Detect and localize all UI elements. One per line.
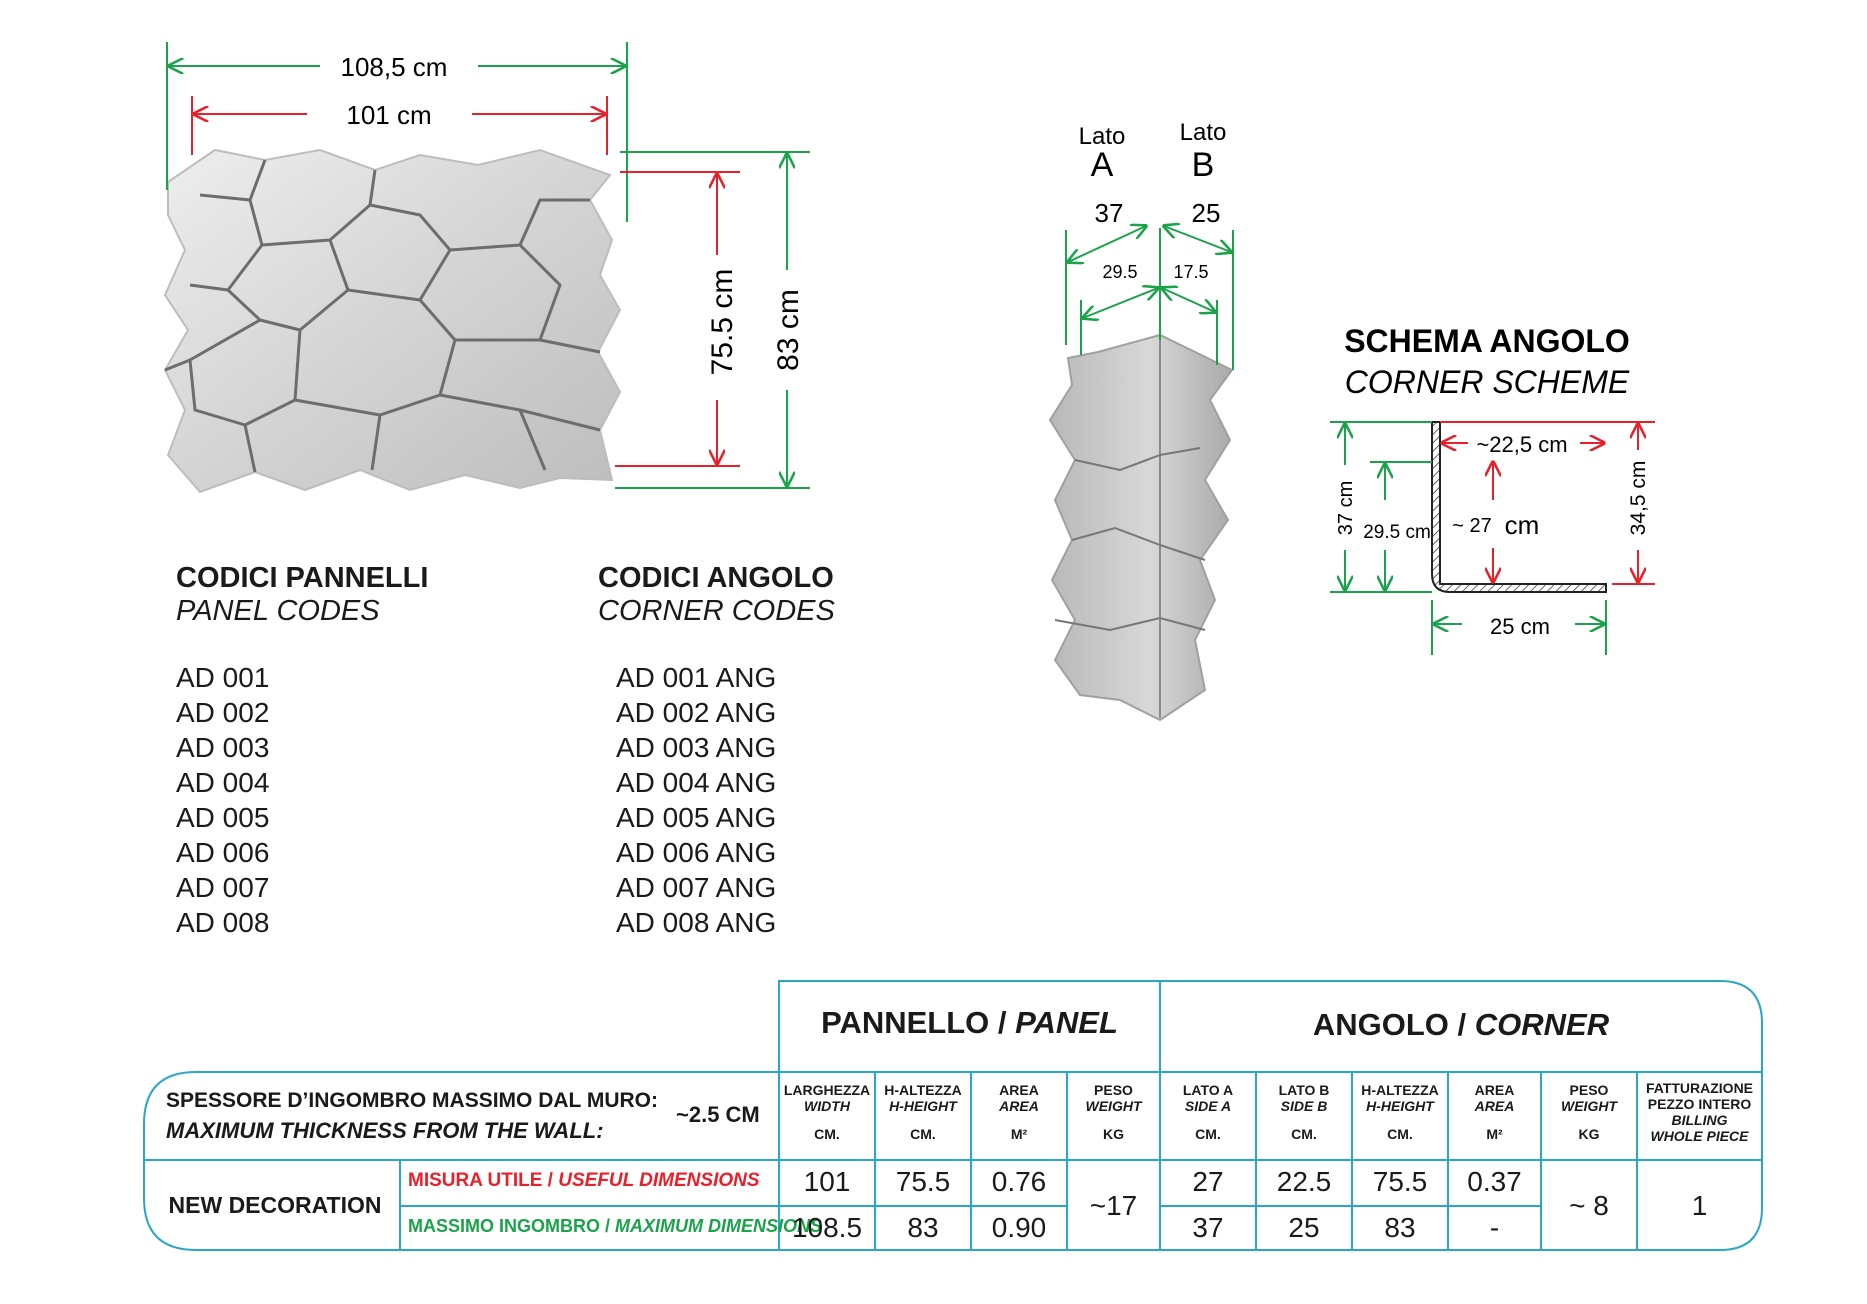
scheme-right-dim: 34,5 cm — [1627, 460, 1650, 536]
col-header-weight — [1067, 1082, 1160, 1142]
col-header-l1: LATO A — [1182, 1082, 1234, 1098]
corner-table-header — [1160, 1007, 1762, 1043]
max-area-value: 0.90 — [991, 1212, 1047, 1243]
max-side-b-value: 25 — [1288, 1212, 1320, 1243]
max-corner-height-value: 83 — [1384, 1212, 1416, 1243]
useful-corner-area-value: 0.37 — [1467, 1166, 1522, 1197]
useful-corner-height-value: 75.5 — [1372, 1166, 1428, 1197]
side-a-useful: 29.5 — [1102, 262, 1138, 282]
panel-header-text: PANNELLO / — [821, 1005, 1016, 1040]
useful-side-b-value: 22.5 — [1276, 1166, 1332, 1197]
stone-panel-image — [165, 150, 620, 492]
panel-code: AD 005 — [176, 802, 270, 833]
corner-code: AD 007 ANG — [616, 872, 777, 903]
col-header-l1: PESO — [1094, 1082, 1133, 1098]
col-header-unit: CM. — [1291, 1126, 1317, 1142]
corner-piece-image — [1050, 335, 1232, 720]
col-header-l1: H-ALTEZZA — [884, 1082, 962, 1098]
useful-label-it: MISURA UTILE — [408, 1170, 543, 1191]
corner-code: AD 004 ANG — [616, 767, 777, 798]
scheme-middle-unit: cm — [1504, 510, 1540, 540]
col-header-l1: LARGHEZZA — [783, 1082, 871, 1098]
corner-codes-title: CODICI ANGOLO — [598, 562, 834, 594]
col-header-l2: SIDE A — [1184, 1098, 1232, 1114]
col-header-side-a — [1160, 1082, 1256, 1142]
col-header-l2: AREA — [999, 1098, 1039, 1114]
col-header-l2: AREA — [1474, 1098, 1515, 1114]
corner-code: AD 006 ANG — [616, 837, 777, 868]
col-header-l1: AREA — [999, 1082, 1039, 1098]
col-header-l1: AREA — [1474, 1082, 1515, 1098]
col-header-area — [971, 1082, 1067, 1142]
panel-code: AD 008 — [176, 907, 270, 938]
panel-header-italic: PANEL — [1015, 1005, 1118, 1040]
corner-weight-value: ~ 8 — [1569, 1190, 1609, 1221]
corner-codes-subtitle: CORNER CODES — [598, 595, 835, 627]
col-header-l2: WEIGHT — [1085, 1098, 1142, 1114]
max-side-a-value: 37 — [1192, 1212, 1224, 1243]
max-corner-area-value: - — [1489, 1212, 1500, 1243]
col-header-l1b: PEZZO INTERO — [1647, 1096, 1752, 1112]
billing-value: 1 — [1691, 1190, 1708, 1221]
panel-code: AD 007 — [176, 872, 270, 903]
col-header-l1: FATTURAZIONE — [1645, 1080, 1754, 1096]
corner-header-italic: CORNER — [1474, 1007, 1610, 1042]
col-header-height — [875, 1082, 971, 1142]
col-header-l1: H-ALTEZZA — [1361, 1082, 1439, 1098]
panel-total-height: 83 cm — [772, 289, 805, 371]
scheme-subtitle: CORNER SCHEME — [1344, 364, 1630, 400]
corner-header-text: ANGOLO / — [1312, 1007, 1475, 1042]
col-header-unit: CM. — [1195, 1126, 1221, 1142]
col-header-corner-area — [1448, 1082, 1541, 1142]
useful-side-a-value: 27 — [1192, 1166, 1224, 1197]
product-name: NEW DECORATION — [168, 1192, 382, 1218]
side-a-letter: A — [1090, 146, 1114, 184]
panel-codes-subtitle: PANEL CODES — [176, 595, 380, 627]
panel-codes-list — [176, 660, 269, 940]
col-header-l2: H-HEIGHT — [1366, 1098, 1434, 1114]
col-header-l2b: WHOLE PIECE — [1650, 1128, 1749, 1144]
col-header-unit: M² — [1010, 1126, 1028, 1142]
col-header-width — [779, 1082, 875, 1142]
panel-useful-width: 101 cm — [346, 100, 432, 130]
corner-code: AD 001 ANG — [616, 662, 777, 693]
col-header-unit: KG — [1103, 1126, 1124, 1142]
col-header-corner-weight — [1541, 1082, 1637, 1142]
col-header-unit: M² — [1486, 1126, 1503, 1142]
side-b-letter: B — [1191, 146, 1215, 184]
max-label-en: MAXIMUM DIMENSIONS — [615, 1216, 823, 1236]
corner-code: AD 008 ANG — [616, 907, 777, 938]
side-b-useful: 17.5 — [1173, 262, 1209, 282]
col-header-corner-height — [1352, 1082, 1448, 1142]
max-height-value: 83 — [907, 1212, 939, 1243]
col-header-l2: BILLING — [1671, 1112, 1728, 1128]
max-dimensions-label: MASSIMO INGOMBRO / MAXIMUM DIMENSIONS — [408, 1216, 823, 1236]
max-width-value: 108.5 — [791, 1212, 863, 1243]
panel-codes-title: CODICI PANNELLI — [176, 562, 429, 594]
col-header-unit: KG — [1578, 1126, 1600, 1142]
col-header-side-b — [1256, 1082, 1352, 1142]
useful-height-value: 75.5 — [895, 1166, 951, 1197]
panel-code: AD 004 — [176, 767, 270, 798]
panel-code: AD 002 — [176, 697, 270, 728]
col-header-l1: LATO B — [1278, 1082, 1330, 1098]
col-header-l2: SIDE B — [1280, 1098, 1328, 1114]
side-a-label: Lato — [1078, 123, 1126, 150]
corner-code: AD 003 ANG — [616, 732, 777, 763]
col-header-l2: H-HEIGHT — [889, 1098, 957, 1114]
col-header-unit: CM. — [814, 1126, 840, 1142]
scheme-middle-dim: ~ 27 — [1452, 515, 1492, 537]
corner-code: AD 002 ANG — [616, 697, 777, 728]
col-header-unit: CM. — [910, 1126, 936, 1142]
col-header-l2: WIDTH — [804, 1098, 850, 1114]
panel-code: AD 001 — [176, 662, 270, 693]
useful-dimensions-label: MISURA UTILE / USEFUL DIMENSIONS — [408, 1170, 760, 1191]
panel-weight-value: ~17 — [1089, 1190, 1138, 1221]
panel-code: AD 003 — [176, 732, 270, 763]
scheme-title: SCHEMA ANGOLO — [1344, 323, 1630, 359]
scheme-left-inner-dim: 29.5 cm — [1363, 522, 1431, 543]
thickness-label-en: MAXIMUM THICKNESS FROM THE WALL: — [166, 1118, 604, 1143]
panel-total-width: 108,5 cm — [340, 52, 448, 82]
scheme-top-dim: ~22,5 cm — [1476, 432, 1568, 457]
useful-width-value: 101 — [803, 1166, 851, 1197]
corner-codes-list — [616, 660, 776, 940]
scheme-bottom-dim: 25 cm — [1490, 614, 1550, 639]
useful-label-en: USEFUL DIMENSIONS — [558, 1170, 760, 1191]
col-header-unit: CM. — [1387, 1126, 1413, 1142]
panel-table-header — [779, 1005, 1160, 1041]
side-b-total: 25 — [1191, 198, 1221, 228]
col-header-l2: WEIGHT — [1561, 1098, 1617, 1114]
col-header-l1: PESO — [1569, 1082, 1609, 1098]
thickness-label-it: SPESSORE D’INGOMBRO MASSIMO DAL MURO: — [166, 1089, 658, 1112]
side-a-total: 37 — [1094, 198, 1124, 228]
side-b-label: Lato — [1179, 119, 1227, 146]
useful-area-value: 0.76 — [991, 1166, 1047, 1197]
corner-code: AD 005 ANG — [616, 802, 777, 833]
col-header-billing — [1637, 1080, 1762, 1144]
panel-useful-height: 75.5 cm — [706, 268, 739, 376]
panel-code: AD 006 — [176, 837, 270, 868]
thickness-value: ~2.5 CM — [676, 1102, 760, 1127]
max-label-it: MASSIMO INGOMBRO — [408, 1216, 600, 1236]
scheme-left-outer-dim: 37 cm — [1335, 480, 1357, 536]
